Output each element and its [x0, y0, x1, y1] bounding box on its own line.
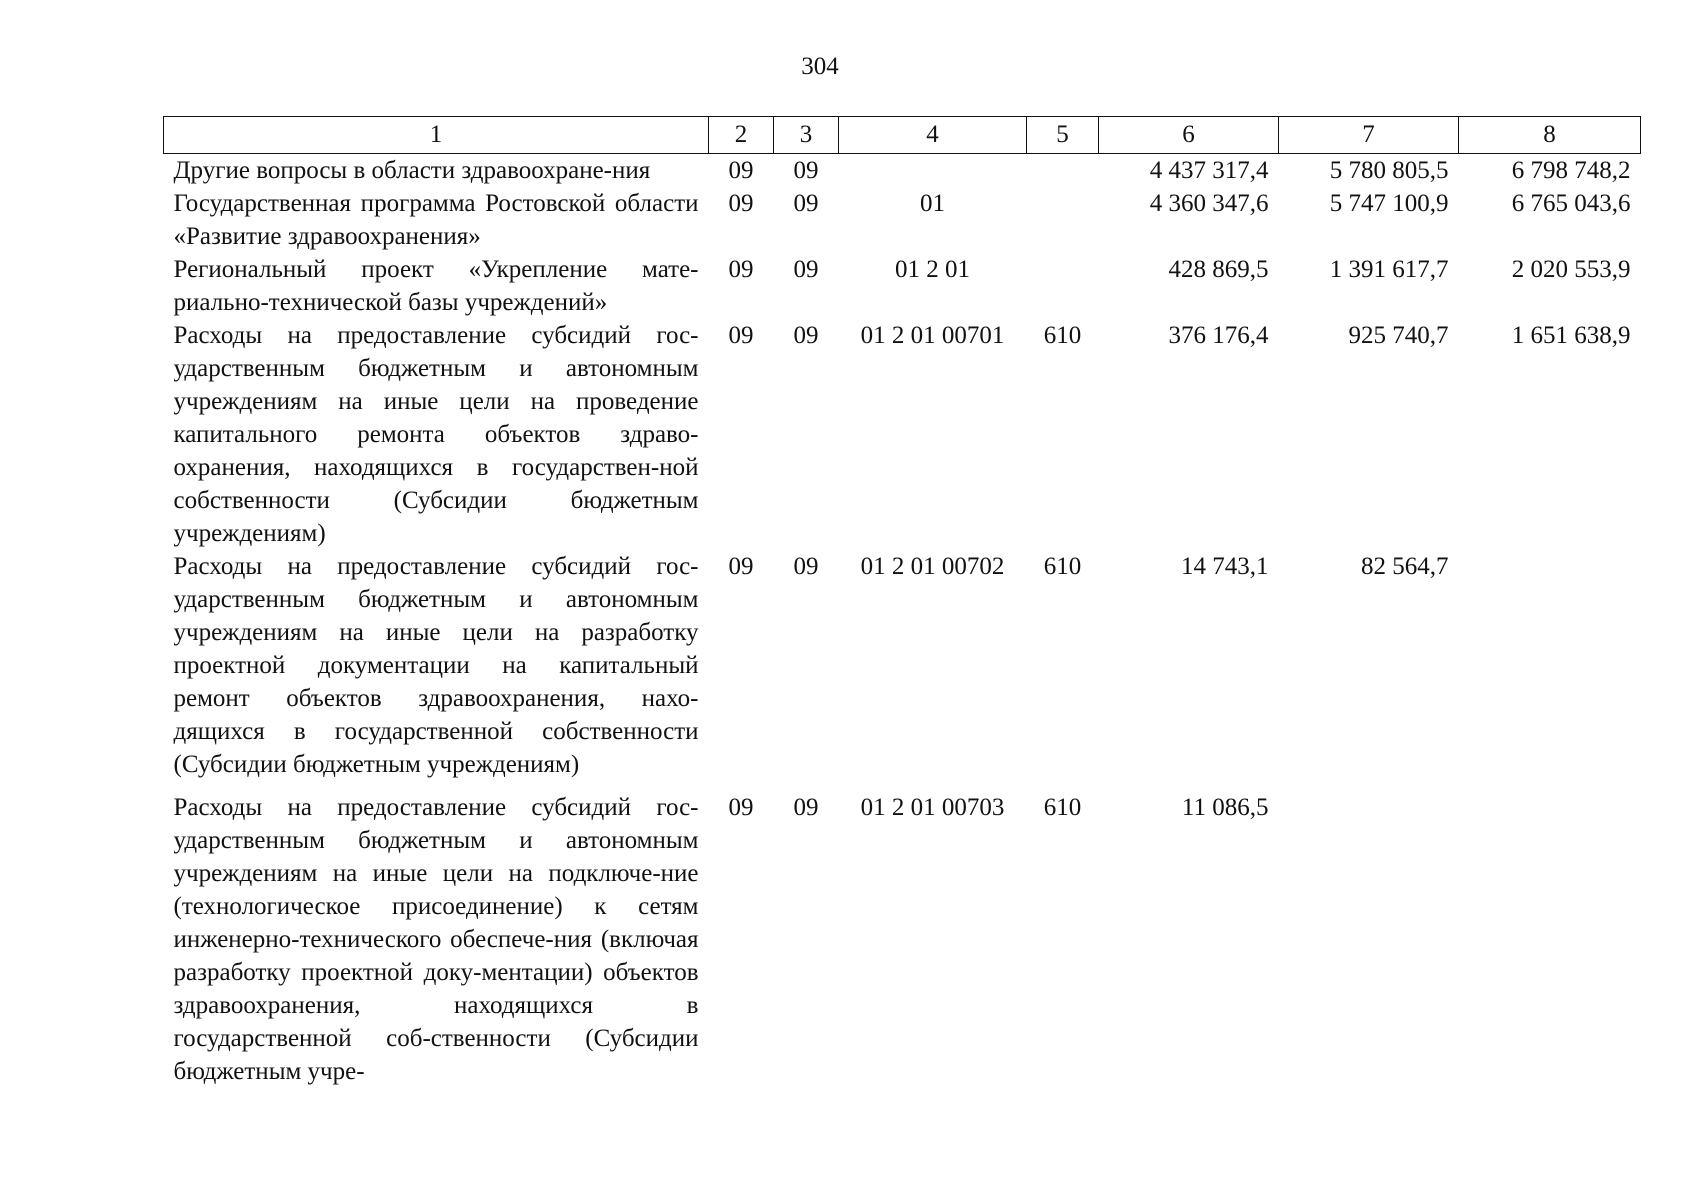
row-name: Расходы на предоставление субсидий гос-ударственным бюджетным и автономным учреждениям на иные цели на разработку проектной документации на капитальный ремонт объектов здравоохранения, нахо-дящихся в государственной собственности (Субсидии бюджетным учреждениям) [173, 553, 699, 778]
row-value-7: 82 564,7 [1361, 553, 1449, 580]
row-name: Региональный проект «Укрепление мате-риально-технической базы учреждений» [173, 256, 699, 316]
table-header [164, 117, 1641, 154]
row-name: Расходы на предоставление субсидий гос-ударственным бюджетным и автономным учреждениям на иные цели на проведение капитального ремонта объектов здраво-охранения, находящихся в государствен-ной собственности (Субсидии бюджетным учреждениям) [173, 322, 699, 547]
table-row [164, 154, 1641, 188]
row-target-code: 01 2 01 00701 [860, 322, 1005, 349]
row-name: Государственная программа Ростовской области «Развитие здравоохранения» [173, 190, 699, 250]
row-target-code [839, 154, 1027, 188]
row-value-7 [1279, 781, 1459, 1088]
row-expense-type: 610 [1043, 794, 1082, 821]
header-col-2: 2 [709, 117, 774, 154]
row-value-6: 428 869,5 [1168, 256, 1269, 283]
row-value-7: 925 740,7 [1348, 322, 1449, 349]
row-target-code: 01 [920, 190, 945, 217]
row-value-7: 5 780 805,5 [1329, 157, 1449, 184]
header-col-1: 1 [164, 117, 709, 154]
row-value-6: 376 176,4 [1168, 322, 1269, 349]
row-expense-type: 610 [1043, 553, 1082, 580]
page-number-text: 304 [801, 53, 839, 80]
table-row [164, 187, 1641, 253]
row-subsection: 09 [793, 256, 819, 283]
row-subsection: 09 [793, 157, 819, 184]
page-number [0, 52, 1697, 82]
budget-table [163, 116, 1641, 1088]
row-value-8: 6 765 043,6 [1511, 190, 1631, 217]
row-expense-type [1027, 187, 1099, 253]
table-row [164, 781, 1641, 1088]
row-section: 09 [728, 794, 754, 821]
row-section: 09 [728, 256, 754, 283]
row-target-code: 01 2 01 00702 [860, 553, 1005, 580]
row-name: Расходы на предоставление субсидий гос-ударственным бюджетным и автономным учреждениям на иные цели на подключе-ние (технологическое присоединение) к сетям инженерно-технического обеспече-ния (включая разработку проектной доку-ментации) объектов здравоохранения, находящихся в государственной соб-ственности (Субсидии бюджетным учре- [173, 794, 699, 1085]
header-row [164, 117, 1641, 154]
row-value-8: 2 020 553,9 [1511, 256, 1631, 283]
row-value-6: 4 437 317,4 [1149, 157, 1269, 184]
row-value-6: 4 360 347,6 [1149, 190, 1269, 217]
header-col-7: 7 [1279, 117, 1459, 154]
row-target-code: 01 2 01 00703 [860, 794, 1005, 821]
row-value-8: 6 798 748,2 [1511, 157, 1631, 184]
row-value-8 [1459, 781, 1641, 1088]
row-value-7: 1 391 617,7 [1329, 256, 1449, 283]
table-row [164, 319, 1641, 550]
row-expense-type: 610 [1043, 322, 1082, 349]
row-expense-type [1027, 154, 1099, 188]
row-name: Другие вопросы в области здравоохране-ния [173, 157, 651, 184]
row-value-8 [1459, 550, 1641, 781]
row-subsection: 09 [793, 190, 819, 217]
header-col-3: 3 [774, 117, 839, 154]
row-subsection: 09 [793, 322, 819, 349]
row-subsection: 09 [793, 794, 819, 821]
table-row [164, 253, 1641, 319]
header-col-4: 4 [839, 117, 1027, 154]
row-expense-type [1027, 253, 1099, 319]
row-subsection: 09 [793, 553, 819, 580]
row-value-6: 14 743,1 [1181, 553, 1269, 580]
row-section: 09 [728, 190, 754, 217]
row-value-7: 5 747 100,9 [1329, 190, 1449, 217]
header-col-6: 6 [1099, 117, 1279, 154]
row-section: 09 [728, 322, 754, 349]
table-row [164, 550, 1641, 781]
table-body [164, 154, 1641, 1089]
row-target-code: 01 2 01 [895, 256, 970, 283]
header-col-8: 8 [1459, 117, 1641, 154]
row-value-8: 1 651 638,9 [1511, 322, 1631, 349]
row-section: 09 [728, 553, 754, 580]
header-col-5: 5 [1027, 117, 1099, 154]
row-value-6: 11 086,5 [1181, 794, 1269, 821]
row-section: 09 [728, 157, 754, 184]
